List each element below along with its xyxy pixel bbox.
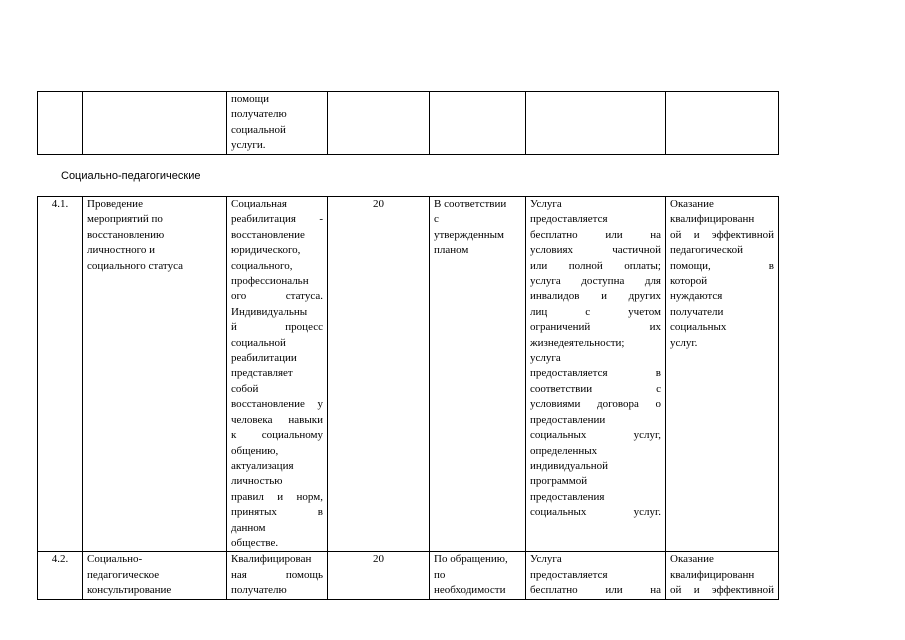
cell-line: ой и эффективной (670, 228, 774, 241)
service-description (227, 197, 328, 552)
cell-line: реабилитации (231, 352, 297, 365)
cell-line: собой (231, 382, 259, 395)
cell-line: бесплатно или на (530, 228, 661, 241)
cell-line: предоставлении (530, 413, 606, 426)
cell-line: Индивидуальны (231, 305, 308, 318)
cell-line: получателю (231, 584, 287, 597)
cell-line: условиями договора о (530, 398, 661, 411)
service-periodicity (430, 552, 526, 599)
cell-line: утвержденным (434, 228, 505, 241)
services-table (37, 196, 779, 600)
cell-line: социального статуса (87, 259, 183, 272)
cell-line: й процесс (231, 321, 323, 334)
cell-line: В соответствии (434, 198, 507, 210)
cell-line: восстановление у (231, 398, 323, 411)
cell-line: социальной (231, 123, 286, 136)
cell-line: Социально- (87, 553, 143, 566)
cell-line: квалифицированн (670, 213, 755, 226)
service-result (666, 197, 779, 552)
service-periodicity (430, 197, 526, 552)
cell-line: необходимости (434, 584, 506, 597)
cell-line: По обращению, (434, 553, 508, 566)
cell-line: Проведение (87, 198, 143, 210)
cell-line: инвалидов и других (530, 290, 661, 303)
cell-line: определенных (530, 444, 598, 457)
service-name (83, 197, 227, 552)
table-cell (328, 92, 430, 155)
cell-line: ограничений их (530, 321, 661, 334)
cell-line: бесплатно или на (530, 584, 661, 597)
cell-line: нуждаются (670, 290, 723, 303)
service-time: 20 (328, 197, 430, 552)
cell-line: педагогической (670, 244, 743, 257)
cell-line: предоставляется (530, 568, 608, 581)
cell-line: услуги. (231, 139, 266, 152)
cell-line: услуг. (670, 336, 698, 349)
cell-line: по (434, 568, 446, 581)
cell-line: лиц с учетом (530, 305, 661, 318)
cell-line: реабилитация - (231, 213, 323, 226)
service-time: 20 (328, 552, 430, 599)
row-number: 4.1. (38, 197, 83, 552)
continuation-table (37, 91, 779, 155)
cell-line: юридического, (231, 244, 301, 257)
service-result (666, 552, 779, 599)
table-cell (83, 92, 227, 155)
table-cell (227, 92, 328, 155)
service-name (83, 552, 227, 599)
cell-line: социальных услуг. (530, 506, 661, 519)
table-cell (38, 92, 83, 155)
cell-line: к социальному (231, 429, 323, 442)
cell-line: человека навыки (231, 413, 323, 426)
cell-line: ого статуса. (231, 290, 323, 303)
cell-line: восстановлению (87, 228, 165, 241)
cell-line: предоставляется в (530, 367, 661, 380)
cell-line: восстановление (231, 228, 305, 241)
cell-line: актуализация (231, 459, 294, 472)
cell-line: обществе. (231, 536, 279, 549)
cell-line: Квалифицирован (231, 553, 312, 566)
cell-line: общению, (231, 444, 279, 457)
cell-line: ная помощь (231, 568, 323, 581)
row-number: 4.2. (38, 552, 83, 599)
cell-line: ой и эффективной (670, 584, 774, 597)
cell-line: представляет (231, 367, 293, 380)
cell-line: программой (530, 475, 588, 488)
table-cell (666, 92, 779, 155)
cell-line: Услуга (530, 553, 562, 566)
cell-line: с (434, 213, 439, 226)
cell-line: консультирование (87, 584, 172, 597)
table-row (38, 552, 779, 599)
cell-line: помощи (231, 93, 269, 105)
cell-line: социальных (670, 321, 727, 334)
cell-line: жизнедеятельности; (530, 336, 625, 349)
cell-line: личностью (231, 475, 283, 488)
table-row (38, 197, 779, 552)
cell-line: социальных услуг, (530, 429, 661, 442)
cell-line: услуга (530, 352, 561, 365)
table-cell (526, 92, 666, 155)
cell-line: социального, (231, 259, 293, 272)
cell-line: квалифицированн (670, 568, 755, 581)
cell-line: предоставления (530, 490, 605, 503)
service-conditions (526, 197, 666, 552)
cell-line: правил и норм, (231, 490, 323, 503)
cell-line: получателю (231, 108, 287, 121)
cell-line: Социальная (231, 198, 287, 210)
section-title: Социально-педагогические (61, 170, 201, 182)
cell-line: Услуга (530, 198, 562, 210)
cell-line: Оказание (670, 553, 714, 566)
cell-line: соответствии с (530, 382, 661, 395)
cell-line: индивидуальной (530, 459, 609, 472)
cell-line: которой (670, 275, 708, 288)
cell-line: услуга доступна для (530, 275, 661, 288)
table-cell (430, 92, 526, 155)
service-description (227, 552, 328, 599)
cell-line: социальной (231, 336, 286, 349)
cell-line: условиях частичной (530, 244, 661, 257)
cell-line: личностного и (87, 244, 156, 257)
cell-line: профессиональн (231, 275, 309, 288)
cell-line: или полной оплаты; (530, 259, 661, 272)
cell-line: планом (434, 244, 469, 257)
service-conditions (526, 552, 666, 599)
cell-line: получатели (670, 305, 724, 318)
cell-line: данном (231, 521, 266, 534)
cell-line: помощи, в (670, 259, 774, 272)
cell-line: Оказание (670, 198, 714, 210)
cell-line: педагогическое (87, 568, 160, 581)
table-row (38, 92, 779, 155)
cell-line: предоставляется (530, 213, 608, 226)
cell-line: мероприятий по (87, 213, 163, 226)
cell-line: принятых в (231, 506, 323, 519)
